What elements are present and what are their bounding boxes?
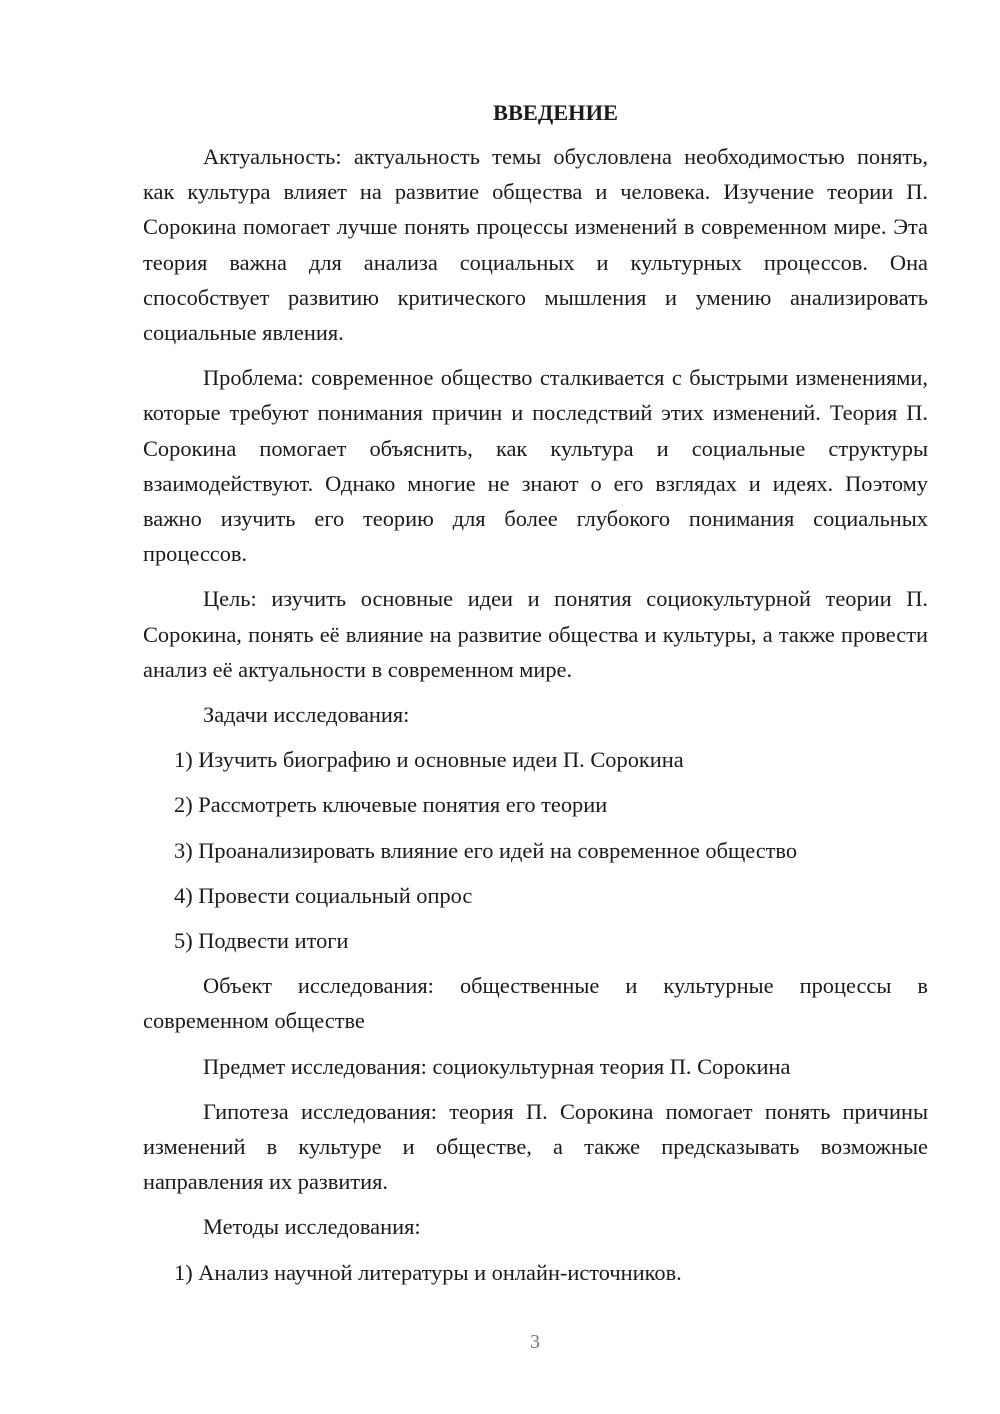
- list-item: 5) Подвести итоги: [174, 928, 349, 954]
- tasks-list: [143, 742, 928, 958]
- list-item: 3) Проанализировать влияние его идей на современное общество: [174, 837, 798, 863]
- list-item: 1) Изучить биографию и основные идеи П. Сорокина: [174, 747, 684, 773]
- list-item: 2) Рассмотреть ключевые понятия его теории: [174, 792, 608, 818]
- section-title: ВВЕДЕНИЕ: [493, 100, 618, 125]
- object-paragraph: Объект исследования: общественные и культурные процессы в современном обществе: [143, 973, 928, 1034]
- hypothesis-paragraph: Гипотеза исследования: теория П. Сорокина помогает понять причины изменений в культуре и обществе, а также предсказывать возможные направления их развития.: [143, 1098, 928, 1195]
- list-item: 4) Провести социальный опрос: [174, 882, 473, 908]
- page-number: 3: [530, 1331, 540, 1353]
- methods-heading: Методы исследования:: [203, 1214, 421, 1240]
- relevance-paragraph: Актуальность: актуальность темы обусловлена необходимостью понять, как культура влияет на развитие общества и человека. Изучение теории П. Сорокина помогает лучше понять процессы изменений в современном мире. Эта теория важна для анализа социальных и культурных процессов. Она способствует развитию критического мышления и умению анализировать социальные явления.: [143, 144, 928, 346]
- methods-list: [143, 1255, 928, 1290]
- goal-paragraph: Цель: изучить основные идеи и понятия социокультурной теории П. Сорокина, понять её влияние на развитие общества и культуры, а также провести анализ её актуальности в современном мире.: [143, 586, 928, 682]
- tasks-heading: Задачи исследования:: [203, 702, 410, 728]
- subject-paragraph: Предмет исследования: социокультурная теория П. Сорокина: [203, 1053, 791, 1079]
- problem-paragraph: Проблема: современное общество сталкивается с быстрыми изменениями, которые требуют понимания причин и последствий этих изменений. Теория П. Сорокина помогает объяснить, как культура и социальные структуры взаимодействуют. Однако многие не знают о его взглядах и идеях. Поэтому важно изучить его теорию для более глубокого понимания социальных процессов.: [143, 365, 928, 567]
- list-item: 1) Анализ научной литературы и онлайн-источников.: [174, 1259, 682, 1285]
- document-page: [143, 95, 928, 1290]
